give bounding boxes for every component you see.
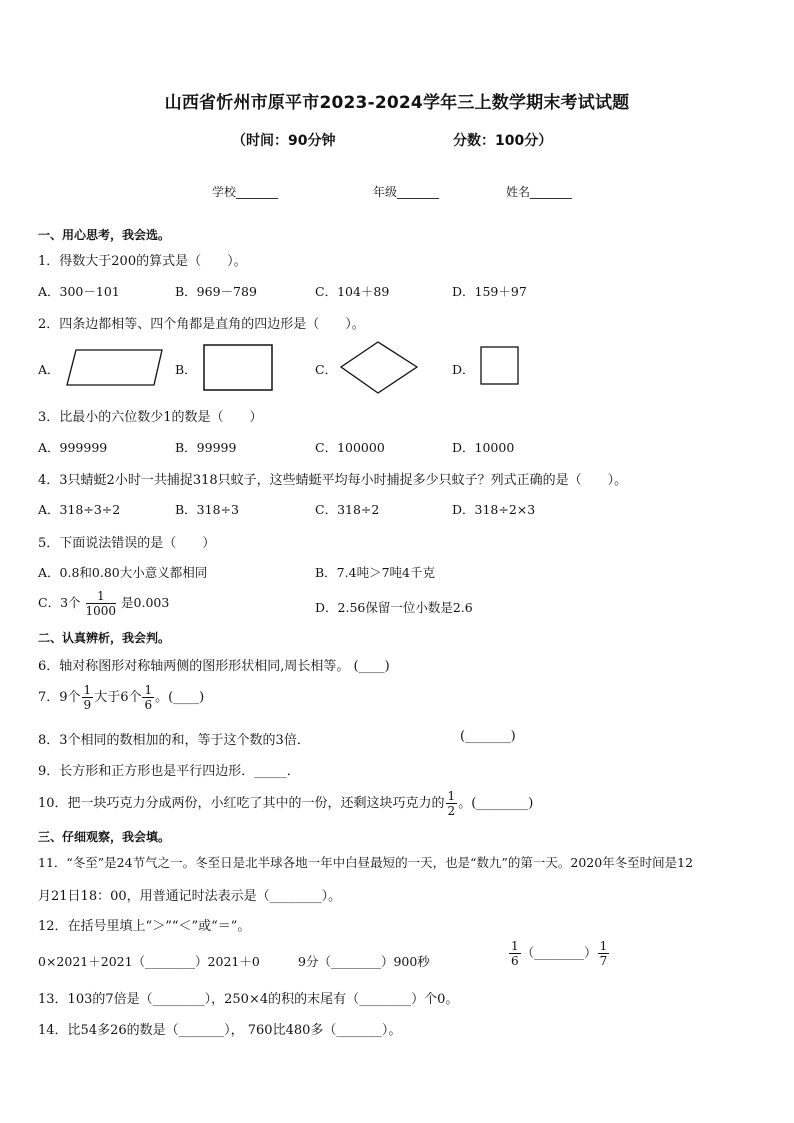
square-shape — [480, 346, 522, 388]
q3-option-c: C．100000 — [315, 440, 385, 455]
fraction: $\frac{1}{1000}$ — [85, 589, 117, 618]
rhombus-shape — [340, 341, 420, 395]
q5-option-a: A．0.8和0.80大小意义都相同 — [38, 565, 208, 580]
q4-option-c: C．318÷2 — [315, 502, 380, 517]
q3-option-b: B．99999 — [175, 440, 237, 455]
q8-answer-blank: (_______) — [460, 729, 516, 744]
q5-option-c-suffix: 是0.003 — [121, 595, 170, 610]
q1-option-b: B．969－789 — [175, 284, 257, 299]
question-9: 9．长方形和正方形也是平行四边形．_____． — [38, 764, 300, 779]
fraction: $\frac{1}{9}$ — [83, 683, 92, 712]
q3-option-d: D．10000 — [452, 440, 515, 455]
q4-option-a: A．318÷3÷2 — [38, 502, 121, 517]
question-2: 2．四条边都相等、四个角都是直角的四边形是（ ）。 — [38, 317, 365, 332]
q12-expression-1: 0×2021＋2021（________）2021＋0 — [38, 954, 260, 969]
q12-expression-2: 9分（________）900秒 — [298, 954, 430, 969]
exam-time: （时间：90分钟 — [232, 133, 336, 149]
question-8: 8．3个相同的数相加的和，等于这个数的3倍． — [38, 733, 310, 748]
section-heading-2: 二、认真辨析，我会判。 — [38, 631, 171, 645]
q2-option-a: A． — [38, 362, 60, 377]
q1-option-c: C．104＋89 — [315, 284, 390, 299]
parallelogram-shape — [66, 349, 166, 387]
q5-option-c — [38, 590, 169, 617]
question-14: 14．比54多26的数是（_______）， 760比480多（_______）。 — [38, 1023, 402, 1038]
q1-option-d: D．159＋97 — [452, 284, 527, 299]
q1-option-a: A．300－101 — [38, 284, 120, 299]
section-heading-1: 一、用心思考，我会选。 — [38, 228, 171, 242]
page-title: 山西省忻州市原平市2023-2024学年三上数学期末考试试题 — [164, 93, 630, 113]
q2-option-c: C． — [315, 362, 338, 377]
q4-option-b: B．318÷3 — [175, 502, 239, 517]
question-3: 3．比最小的六位数少1的数是（ ） — [38, 410, 263, 425]
fraction: $\frac{1}{7}$ — [599, 939, 608, 968]
question-12: 12．在括号里填上“＞”“＜”或“＝”。 — [38, 919, 251, 934]
rectangle-shape — [203, 344, 275, 392]
q3-option-a: A．999999 — [38, 440, 108, 455]
q2-option-b: B． — [175, 362, 197, 377]
q5-option-c-prefix: C．3个 — [38, 595, 81, 610]
question-10: 10．把一块巧克力分成两份，小红吃了其中的一份，还剩这块巧克力的 $\frac{1}{2}$ 。(________) — [38, 789, 534, 818]
name-field: 姓名_______ — [506, 185, 573, 199]
question-13: 13．103的7倍是（________），250×4的积的末尾有（________）个0。 — [38, 992, 459, 1007]
q12-expression-3: $\frac{1}{6}$ （________） $\frac{1}{7}$ — [511, 939, 608, 968]
section-heading-3: 三、仔细观察，我会填。 — [38, 830, 171, 844]
question-5: 5．下面说法错误的是（ ） — [38, 536, 216, 551]
question-11-line-2: 月21日18：00，用普通记时法表示是（________）。 — [38, 889, 342, 904]
q5-option-b: B．7.4吨＞7吨4千克 — [315, 565, 435, 580]
question-11-line-1: 11．“冬至”是24节气之一。冬至日是北半球各地一年中白昼最短的一天，也是“数九”的第一天。2020年冬至时间是12 — [38, 855, 694, 870]
exam-score: 分数：100分） — [453, 133, 553, 149]
question-7: 7．9个 $\frac{1}{9}$ 大于6个 $\frac{1}{6}$ 。(____) — [38, 683, 205, 712]
q4-option-d: D．318÷2×3 — [452, 502, 536, 517]
fraction: $\frac{1}{6}$ — [511, 939, 519, 968]
school-field: 学校_______ — [212, 185, 279, 199]
question-4: 4．3只蜻蜓2小时一共捕捉318只蚊子，这些蜻蜓平均每小时捕捉多少只蚊子？列式正确的是（ ）。 — [38, 473, 628, 488]
question-6: 6．轴对称图形对称轴两侧的图形形状相同,周长相等。 (____) — [38, 659, 390, 674]
grade-field: 年级_______ — [373, 185, 440, 199]
question-1: 1．得数大于200的算式是（ ）。 — [38, 254, 247, 269]
fraction: $\frac{1}{2}$ — [447, 789, 456, 818]
q5-option-d: D．2.56保留一位小数是2.6 — [315, 600, 473, 615]
fraction: $\frac{1}{6}$ — [144, 683, 153, 712]
q2-option-d: D． — [452, 362, 475, 377]
